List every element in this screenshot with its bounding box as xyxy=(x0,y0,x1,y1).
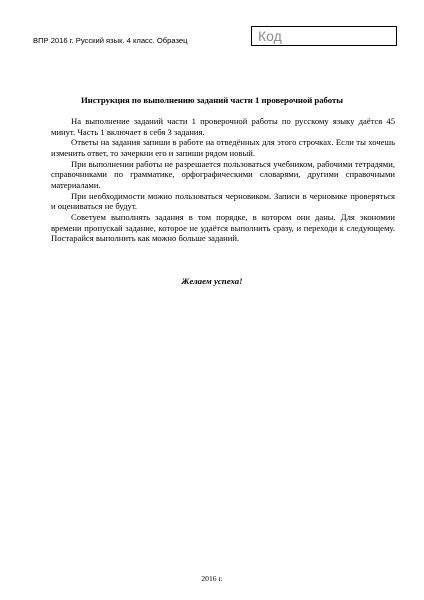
instruction-paragraph-advice: Советуем выполнять задания в том порядке, в котором они даны. Для экономии времени пропускай задание, которое не удаётся выполнить сразу, и переходи к следующему. Постарайся выполнить как можно больше заданий. xyxy=(51,211,395,244)
document-header: ВПР 2016 г. Русский язык. 4 класс. Образец xyxy=(33,36,188,45)
code-label: Код xyxy=(258,28,282,44)
instruction-paragraph-materials: При выполнении работы не разрешается пользоваться учебником, рабочими тетрадями, справочниками по грамматике, орфографическими словарями, другими справочными материалами. xyxy=(51,158,395,190)
instruction-paragraph-answers: Ответы на задания запиши в работе на отведённых для этого строчках. Если ты хочешь изменить ответ, то зачеркни его и запиши рядом новый. xyxy=(51,137,395,158)
instruction-paragraph-time: На выполнение заданий части 1 проверочной работы по русскому языку даётся 45 минут. Часть 1 включает в себя 3 задания. xyxy=(51,116,395,137)
instruction-paragraph-draft: При необходимости можно пользоваться черновиком. Записи в черновике проверяться и оцениваться не будут. xyxy=(51,190,395,212)
closing-wish: Желаем успеха! xyxy=(181,276,243,286)
instruction-title: Инструкция по выполнению заданий части 1 проверочной работы xyxy=(80,95,344,105)
code-field[interactable] xyxy=(251,26,397,46)
footer-year: 2016 г. xyxy=(201,574,223,583)
instruction-body xyxy=(51,116,395,244)
